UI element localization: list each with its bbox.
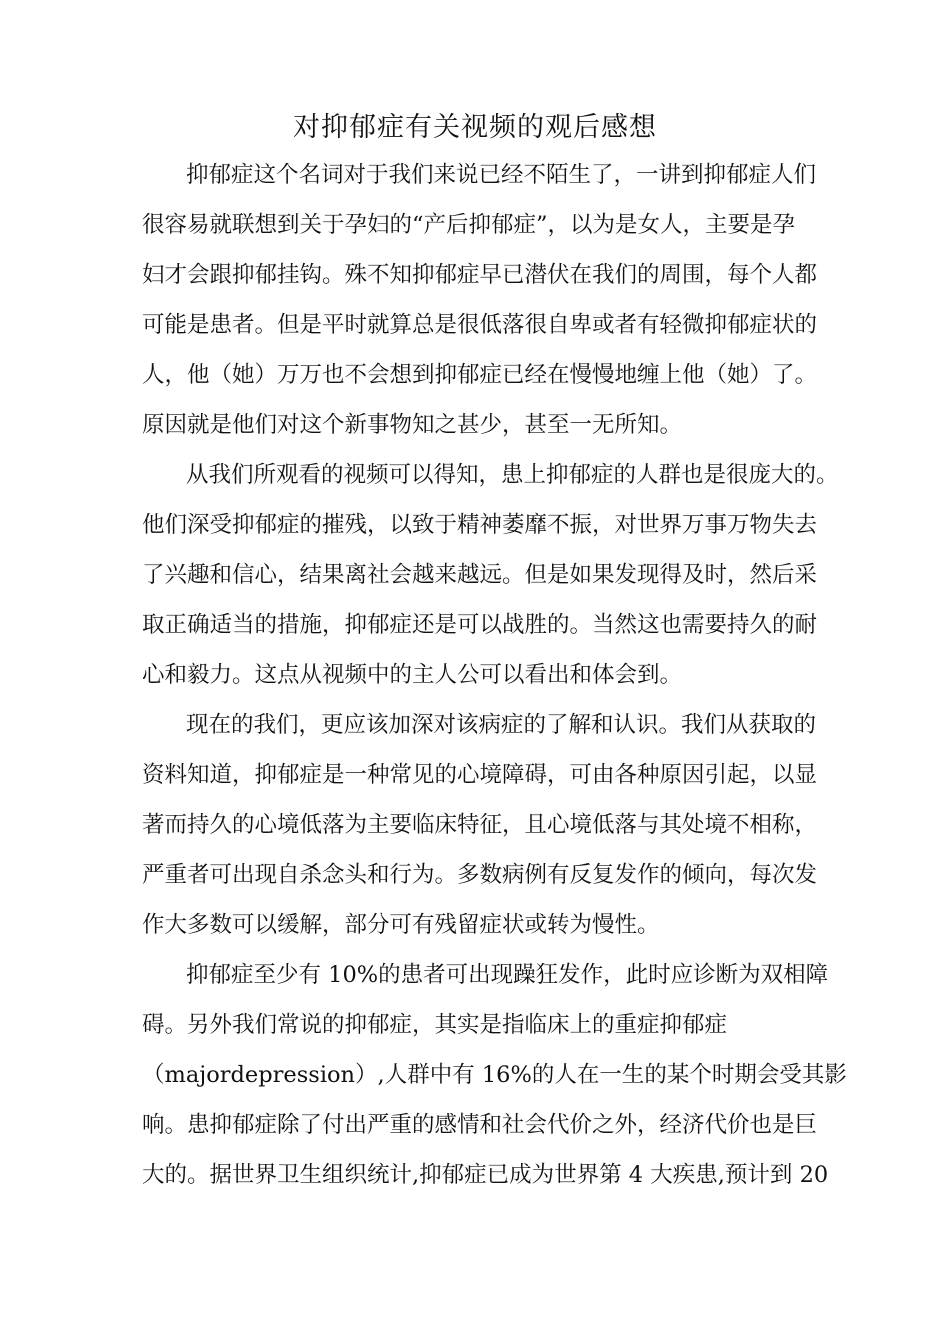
paragraph-4-line-1: 抑郁症至少有 10%的患者可出现躁狂发作，此时应诊断为双相障 [186, 962, 829, 988]
paragraph-3-line-3: 著而持久的心境低落为主要临床特征，且心境低落与其处境不相称， [142, 812, 818, 838]
paragraph-2-line-4: 取正确适当的措施，抑郁症还是可以战胜的。当然这也需要持久的耐 [142, 612, 818, 638]
paragraph-3-line-4: 严重者可出现自杀念头和行为。多数病例有反复发作的倾向，每次发 [142, 862, 818, 888]
paragraph-4-line-2: 碍。另外我们常说的抑郁症，其实是指临床上的重症抑郁症 [142, 1012, 728, 1038]
paragraph-1-line-5: 人，他（她）万万也不会想到抑郁症已经在慢慢地缠上他（她）了。 [142, 362, 818, 388]
paragraph-2-line-3: 了兴趣和信心，结果离社会越来越远。但是如果发现得及时，然后采 [142, 562, 818, 588]
paragraph-2-line-2: 他们深受抑郁症的摧残，以致于精神萎靡不振，对世界万事万物失去 [142, 512, 818, 538]
paragraph-3-line-2: 资料知道，抑郁症是一种常见的心境障碍，可由各种原因引起，以显 [142, 762, 818, 788]
paragraph-1-line-3: 妇才会跟抑郁挂钩。殊不知抑郁症早已潜伏在我们的周围，每个人都 [142, 262, 818, 288]
paragraph-1-line-2: 很容易就联想到关于孕妇的“产后抑郁症”，以为是女人，主要是孕 [142, 212, 796, 238]
paragraph-2-line-5: 心和毅力。这点从视频中的主人公可以看出和体会到。 [142, 662, 683, 688]
paragraph-4-line-4: 响。患抑郁症除了付出严重的感情和社会代价之外，经济代价也是巨 [142, 1112, 818, 1138]
paragraph-3-line-1: 现在的我们，更应该加深对该病症的了解和认识。我们从获取的 [186, 712, 817, 738]
paragraph-1-line-6: 原因就是他们对这个新事物知之甚少，甚至一无所知。 [142, 412, 683, 438]
paragraph-4-line-5: 大的。据世界卫生组织统计,抑郁症已成为世界第 4 大疾患,预计到 20 [142, 1162, 829, 1188]
paragraph-3-line-5: 作大多数可以缓解，部分可有残留症状或转为慢性。 [142, 912, 660, 938]
document-title: 对抑郁症有关视频的观后感想 [293, 112, 657, 143]
paragraph-4-line-3: （majordepression）,人群中有 16%的人在一生的某个时期会受其影 [142, 1062, 847, 1088]
paragraph-1-line-4: 可能是患者。但是平时就算总是很低落很自卑或者有轻微抑郁症状的 [142, 312, 818, 338]
paragraph-1-line-1: 抑郁症这个名词对于我们来说已经不陌生了，一讲到抑郁症人们 [186, 162, 817, 188]
paragraph-2-line-1: 从我们所观看的视频可以得知，患上抑郁症的人群也是很庞大的。 [186, 462, 839, 488]
